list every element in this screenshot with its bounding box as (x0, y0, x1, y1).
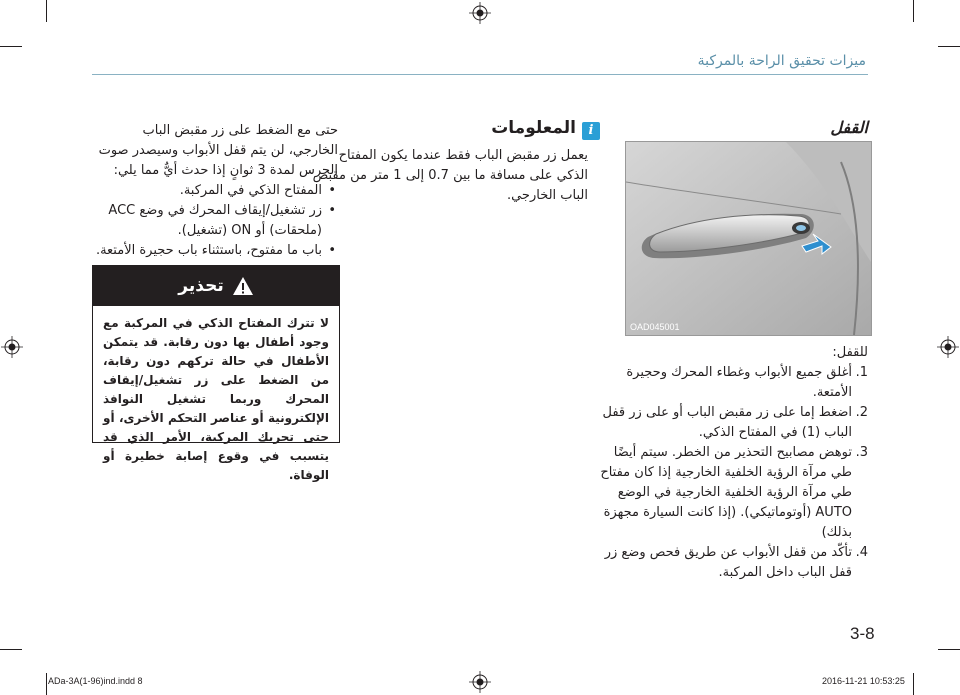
footer-timestamp: 2016-11-21 10:53:25 (822, 676, 905, 686)
info-icon: i (582, 122, 600, 140)
step-number: 1. (855, 365, 868, 380)
page-number: 3-8 (850, 624, 875, 643)
warning-text: لا تترك المفتاح الذكي في المركبة مع وجود أطفال بها دون رقابة. قد يتمكن الأطفال في حالة تركهم دون رقابة، من الضغط على زر تشغيل/إيقاف المحرك وربما تشغيل النوافذ الإلكترونية أو عناصر التحكم الأخرى، أو حتى تحريك المركبة، الأمر الذي قد يتسبب في وقوع إصابة خطيرة أو الوفاة. (103, 316, 329, 482)
list-item (592, 403, 868, 443)
warning-triangle-icon (232, 276, 254, 296)
list-item: • باب ما مفتوح، باستثناء باب حجيرة الأمتعة. (92, 241, 338, 261)
crop-mark (46, 673, 47, 695)
list-item (592, 543, 868, 583)
registration-mark-icon (469, 671, 491, 693)
crop-mark (913, 0, 914, 22)
chapter-title: ميزات تحقيق الراحة بالمركبة (697, 53, 866, 69)
lock-conditions-list (92, 181, 338, 261)
registration-mark-icon (469, 2, 491, 24)
to-lock-label: للقفل: (832, 345, 868, 360)
step-text: تأكّد من قفل الأبواب عن طريق فحص وضع زر قفل الباب داخل المركبة. (604, 545, 852, 580)
information-title: المعلومات (491, 118, 576, 138)
step-number: 2. (855, 405, 868, 420)
crop-mark (938, 649, 960, 650)
lock-steps-list (592, 363, 868, 583)
header-divider (92, 74, 868, 75)
step-number: 4. (855, 545, 868, 560)
crop-mark (46, 0, 47, 22)
crop-mark (0, 46, 22, 47)
list-item: • زر تشغيل/إيقاف المحرك في وضع ACC (ملحقات) أو ON (تشغيل). (92, 201, 338, 241)
crop-mark (913, 673, 914, 695)
step-text: أغلق جميع الأبواب وغطاء المحرك وحجيرة الأمتعة. (626, 365, 852, 400)
step-number: 3. (855, 445, 868, 460)
figure-code: OAD045001 (630, 322, 680, 332)
warning-title: تحذير (178, 276, 224, 296)
warning-box (92, 265, 340, 482)
list-item (592, 443, 868, 543)
crop-mark (938, 46, 960, 47)
information-text: يعمل زر مقبض الباب فقط عندما يكون المفتاح الذكي على مسافة ما بين 0.7 إلى 1 متر من مقبض الباب الخارجي. (312, 148, 588, 203)
door-handle-figure (625, 141, 872, 336)
list-item: • المفتاح الذكي في المركبة. (92, 181, 338, 201)
step-text: اضغط إما على زر مقبض الباب أو على زر قفل الباب (1) في المفتاح الذكي. (602, 405, 852, 440)
footer-file-name: ADa-3A(1-96)ind.indd 8 (48, 676, 143, 686)
car-door-handle-illustration (626, 142, 871, 335)
lock-note-text: حتى مع الضغط على زر مقبض الباب الخارجي، لن يتم قفل الأبواب وسيصدر صوت الجرس لمدة 3 ثوانٍ إذا حدث أيٌّ مما يلي: (98, 123, 338, 178)
section-title: القفل (830, 118, 868, 137)
crop-mark (0, 649, 22, 650)
registration-mark-icon (1, 336, 23, 358)
list-item (592, 363, 868, 403)
registration-mark-icon (937, 336, 959, 358)
step-text: توهض مصابيح التحذير من الخطر. سيتم أيضًا طي مرآة الرؤية الخلفية الخارجية إذا كان مفتاح طي مرآة الرؤية الخلفية الخارجية في الوضع AUTO (أوتوماتيكي). (إذا كانت السيارة مجهزة بذلك) (600, 445, 852, 540)
warning-header (93, 266, 339, 306)
